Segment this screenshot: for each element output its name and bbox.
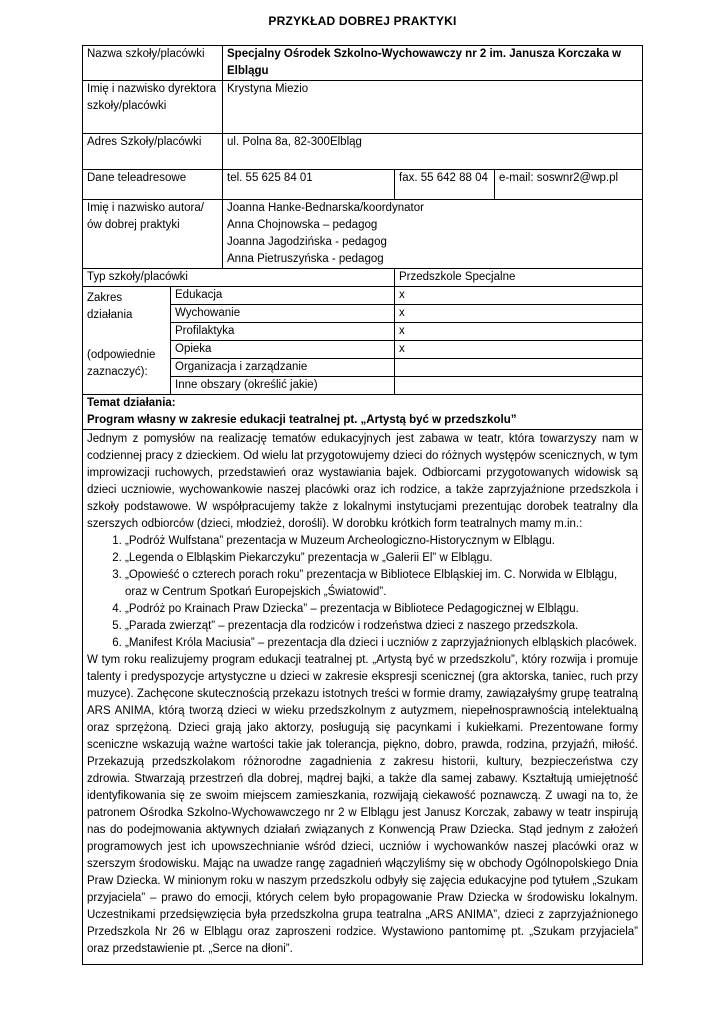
event-item: 4. „Podróż po Krainach Praw Dziecka” – prezentacja w Bibliotece Pedagogicznej w Elblągu.: [125, 601, 638, 618]
event-item: 6. „Manifest Króla Maciusia” – prezentacja dla dzieci i uczniów z zaprzyjaźnionych elbląskich placówek.: [125, 635, 638, 652]
school-name-value: Specjalny Ośrodek Szkolno-Wychowawczy nr 2 im. Janusza Korczaka w Elblągu: [223, 46, 643, 81]
author-item: Joanna Jagodzińska - pedagog: [227, 236, 387, 248]
event-item: 5. „Parada zwierząt” – prezentacja dla rodziców i rodzeństwa dzieci z naszego przedszkola.: [125, 618, 638, 635]
scope-item-mark: [395, 377, 643, 395]
events-list: [87, 533, 638, 652]
school-type-value: Przedszkole Specjalne: [395, 269, 643, 287]
scope-item-mark: [395, 359, 643, 377]
contact-row: [83, 170, 643, 200]
scope-item-mark: x: [395, 305, 643, 323]
topic-label: Temat działania:: [87, 397, 176, 409]
scope-item-name: Edukacja: [171, 287, 395, 305]
event-item: 3. „Opowieść o czterech porach roku” prezentacja w Bibliotece Elbląskiej im. C. Norwida w Elblągu, oraz w Centrum Spotkań Europejskich „Światowid”.: [125, 567, 638, 601]
authors-list: [223, 200, 643, 269]
scope-item-name: Profilaktyka: [171, 323, 395, 341]
authors-label: Imię i nazwisko autora/ów dobrej praktyki: [83, 200, 223, 269]
topic-value: Program własny w zakresie edukacji teatralnej pt. „Artystą być w przedszkolu”: [87, 414, 517, 426]
contact-tel: tel. 55 625 84 01: [223, 170, 395, 200]
contact-email: e-mail: soswnr2@wp.pl: [495, 170, 643, 200]
scope-label-cell: [83, 287, 171, 395]
event-item: 2. „Legenda o Elbląskim Piekarczyku” prezentacja w „Galerii El” w Elblągu.: [125, 550, 638, 567]
scope-label: Zakres działania: [87, 292, 133, 321]
director-label: Imię i nazwisko dyrektora szkoły/placówki: [83, 81, 223, 134]
topic-cell: [83, 395, 643, 430]
scope-item-name: Organizacja i zarządzanie: [171, 359, 395, 377]
school-type-label: Typ szkoły/placówki: [83, 269, 395, 287]
scope-item-mark: x: [395, 341, 643, 359]
scope-hint: (odpowiednie zaznaczyć):: [87, 349, 156, 378]
director-row: [83, 81, 643, 134]
school-type-row: [83, 269, 643, 287]
description-row: [83, 430, 643, 965]
contact-label: Dane teleadresowe: [83, 170, 223, 200]
scope-item-name: Opieka: [171, 341, 395, 359]
scope-item-name: Inne obszary (określić jakie): [171, 377, 395, 395]
intro-paragraph: Jednym z pomysłów na realizację tematów edukacyjnych jest zabawa w teatr, która towarzyszy nam w codziennej pracy z dzieckiem. Od wielu lat przygotowujemy dzieci do różnych występów scenicznych, w tym improwizacji ruchowych, przedstawień oraz wystawiania bajek. Odbiorcami przygotowanych widowisk są dzieci uczniowie, wychowankowie naszej placówki oraz ich rodzice, a także zaprzyjaźnione przedszkola i szkoły podstawowe. W współpracujemy także z lokalnymi instytucjami prezentując dorobek teatralny dla szerszych odbiorców (dzieci, młodzież, dorośli). W dorobku krótkich form teatralnych mamy m.in.:: [87, 433, 639, 530]
school-name-row: [83, 46, 643, 81]
contact-fax: fax. 55 642 88 04: [395, 170, 495, 200]
page-title: PRZYKŁAD DOBREJ PRAKTYKI: [268, 14, 457, 28]
address-value: ul. Polna 8a, 82-300Elbląg: [223, 134, 643, 170]
school-name-label: Nazwa szkoły/placówki: [83, 46, 223, 81]
scope-item-name: Wychowanie: [171, 305, 395, 323]
practice-form-table: [82, 45, 643, 965]
scope-row: [83, 287, 643, 305]
scope-item-mark: x: [395, 287, 643, 305]
author-item: Anna Chojnowska – pedagog: [227, 219, 378, 231]
scope-item-mark: x: [395, 323, 643, 341]
director-value: Krystyna Miezio: [223, 81, 643, 134]
description-cell: [83, 430, 643, 965]
address-label: Adres Szkoły/placówki: [83, 134, 223, 170]
author-item: Anna Pietruszyńska - pedagog: [227, 253, 384, 265]
address-row: [83, 134, 643, 170]
authors-row: [83, 200, 643, 269]
author-item: Joanna Hanke-Bednarska/koordynator: [227, 202, 424, 214]
event-item: 1. „Podróż Wulfstana” prezentacja w Muzeum Archeologiczno-Historycznym w Elblągu.: [125, 533, 638, 550]
main-paragraph: W tym roku realizujemy program edukacji teatralnej pt. „Artystą być w przedszkolu”, który rozwija i promuje talenty i predyspozycje artystyczne u dzieci w zakresie ekspresji scenicznej (gra aktorska, taniec, ruch przy muzyce). Zachęcone skutecznością przekazu istotnych treści w formie dramy, zawiązałyśmy grupę teatralną ARS ANIMA, którą tworzą dzieci w wieku przedszkolnym z autyzmem, niepełnosprawnością intelektualną oraz sprzężoną. Dzieci grają jako aktorzy, posługują się pacynkami i kukiełkami. Prezentowane formy sceniczne wskazują ważne wartości takie jak tolerancja, piękno, dobro, prawda, rodzina, przyjaźń, miłość. Przekazują przedszkolakom różnorodne zagadnienia z zakresu historii, kultury, bezpieczeństwa czy zdrowia. Stwarzają przestrzeń dla dobrej, mądrej bajki, a także dla samej zabawy. Kształtują umiejętność identyfikowania się ze swoim miejscem zamieszkania, rozwijają ciekawość poznawczą. Z uwagi na to, że patronem Ośrodka Szkolno-Wychowawczego nr 2 w Elblągu jest Janusz Korczak, zabawy w teatr inspirują nas do podejmowania aktywnych działań związanych z Konwencją Praw Dziecka. Stąd jednym z założeń programowych jest ich upowszechnianie wśród dzieci, uczniów i wychowanków naszej placówki oraz w szerszym środowisku. Mając na uwadze rangę zagadnień włączyliśmy się w obchody Ogólnopolskiego Dnia Praw Dziecka. W minionym roku w naszym przedszkolu odbyły się zajęcia edukacyjne pod tytułem „Szukam przyjaciela” – prawo do emocji, których celem było propagowanie Praw Dziecka w środowisku lokalnym. Uczestnikami przedsięwzięcia była przedszkolna grupa teatralna „ARS ANIMA”, dzieci z zaprzyjaźnionego Przedszkola Nr 26 w Elblągu oraz zaproszeni rodzice. Wystawiono pantomimę pt. „Szukam przyjaciela” oraz przedstawienie pt. „Serce na dłoni”.: [87, 654, 639, 955]
topic-row: [83, 395, 643, 430]
